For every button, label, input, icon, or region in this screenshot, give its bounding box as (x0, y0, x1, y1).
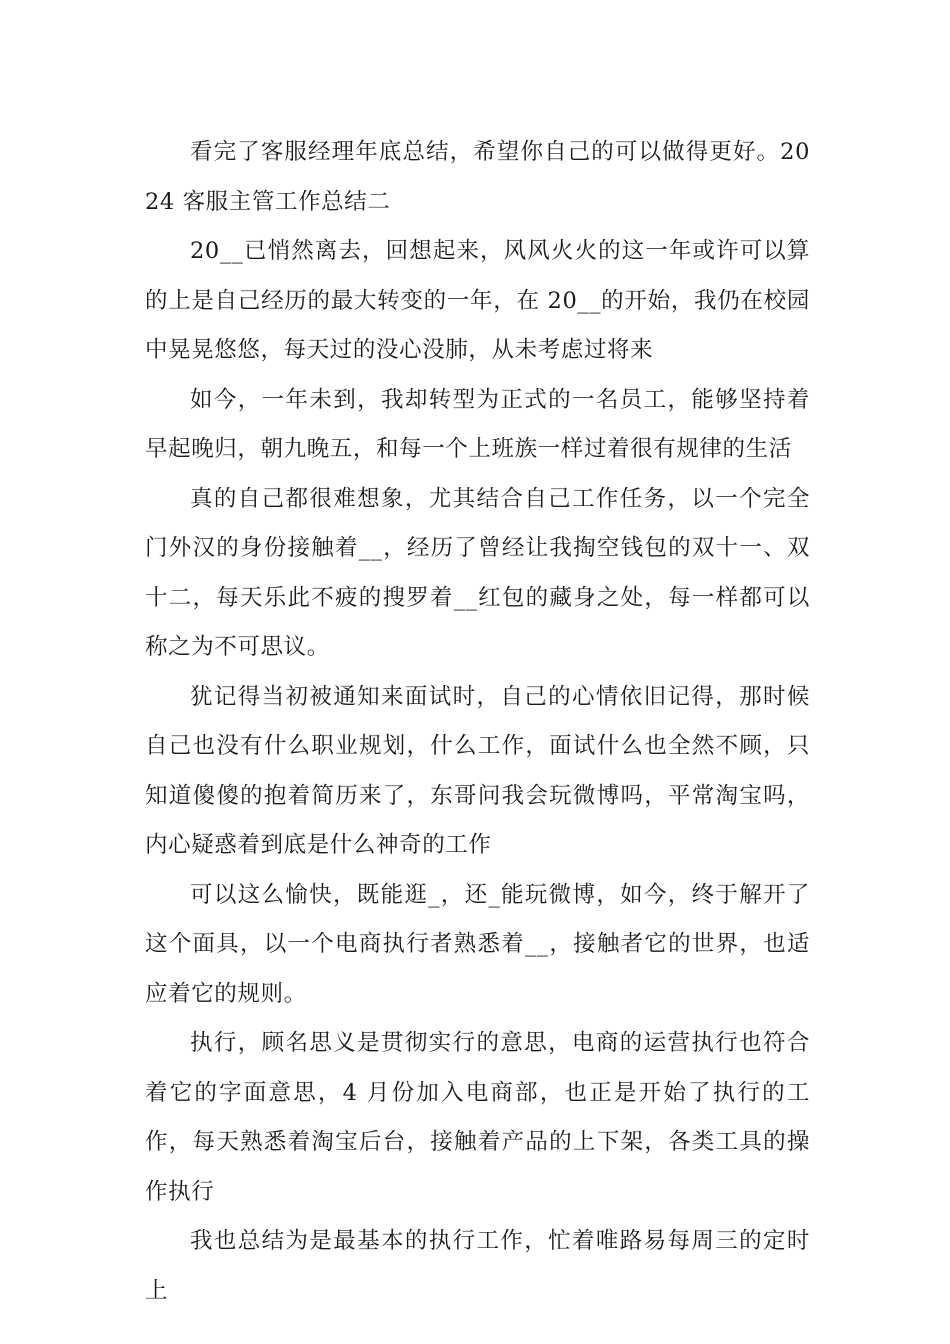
paragraph-7: 执行，顾名思义是贯彻实行的意思，电商的运营执行也符合着它的字面意思，4 月份加入电商部，也正是开始了执行的工作，每天熟悉着淘宝后台，接触着产品的上下架，各类工具的操作执行 (145, 1030, 810, 1205)
paragraph-2: 20__已悄然离去，回想起来，风风火火的这一年或许可以算的上是自己经历的最大转变的一年，在 20__的开始，我仍在校园中晃晃悠悠，每天过的没心没肺，从未考虑过将来 (145, 238, 810, 363)
paragraph-4: 真的自己都很难想象，尤其结合自己工作任务，以一个完全门外汉的身份接触着__，经历了曾经让我掏空钱包的双十一、双十二，每天乐此不疲的搜罗着__红包的藏身之处，每一样都可以称之为不可思议。 (145, 485, 810, 660)
paragraph-3: 如今，一年未到，我却转型为正式的一名员工，能够坚持着早起晚归，朝九晚五，和每一个上班族一样过着很有规律的生活 (145, 386, 810, 462)
paragraph-1: 看完了客服经理年底总结，希望你自己的可以做得更好。2024 客服主管工作总结二 (145, 139, 810, 215)
document-body (145, 128, 810, 1316)
paragraph-8: 我也总结为是最基本的执行工作，忙着唯路易每周三的定时上 (145, 1228, 810, 1304)
paragraph-6: 可以这么愉快，既能逛_，还_能玩微博，如今，终于解开了这个面具，以一个电商执行者熟悉着__，接触者它的世界，也适应着它的规则。 (145, 881, 810, 1007)
paragraph-5: 犹记得当初被通知来面试时，自己的心情依旧记得，那时候自己也没有什么职业规划，什么工作，面试什么也全然不顾，只知道傻傻的抱着简历来了，东哥问我会玩微博吗，平常淘宝吗，内心疑惑着到底是什么神奇的工作 (145, 683, 810, 858)
